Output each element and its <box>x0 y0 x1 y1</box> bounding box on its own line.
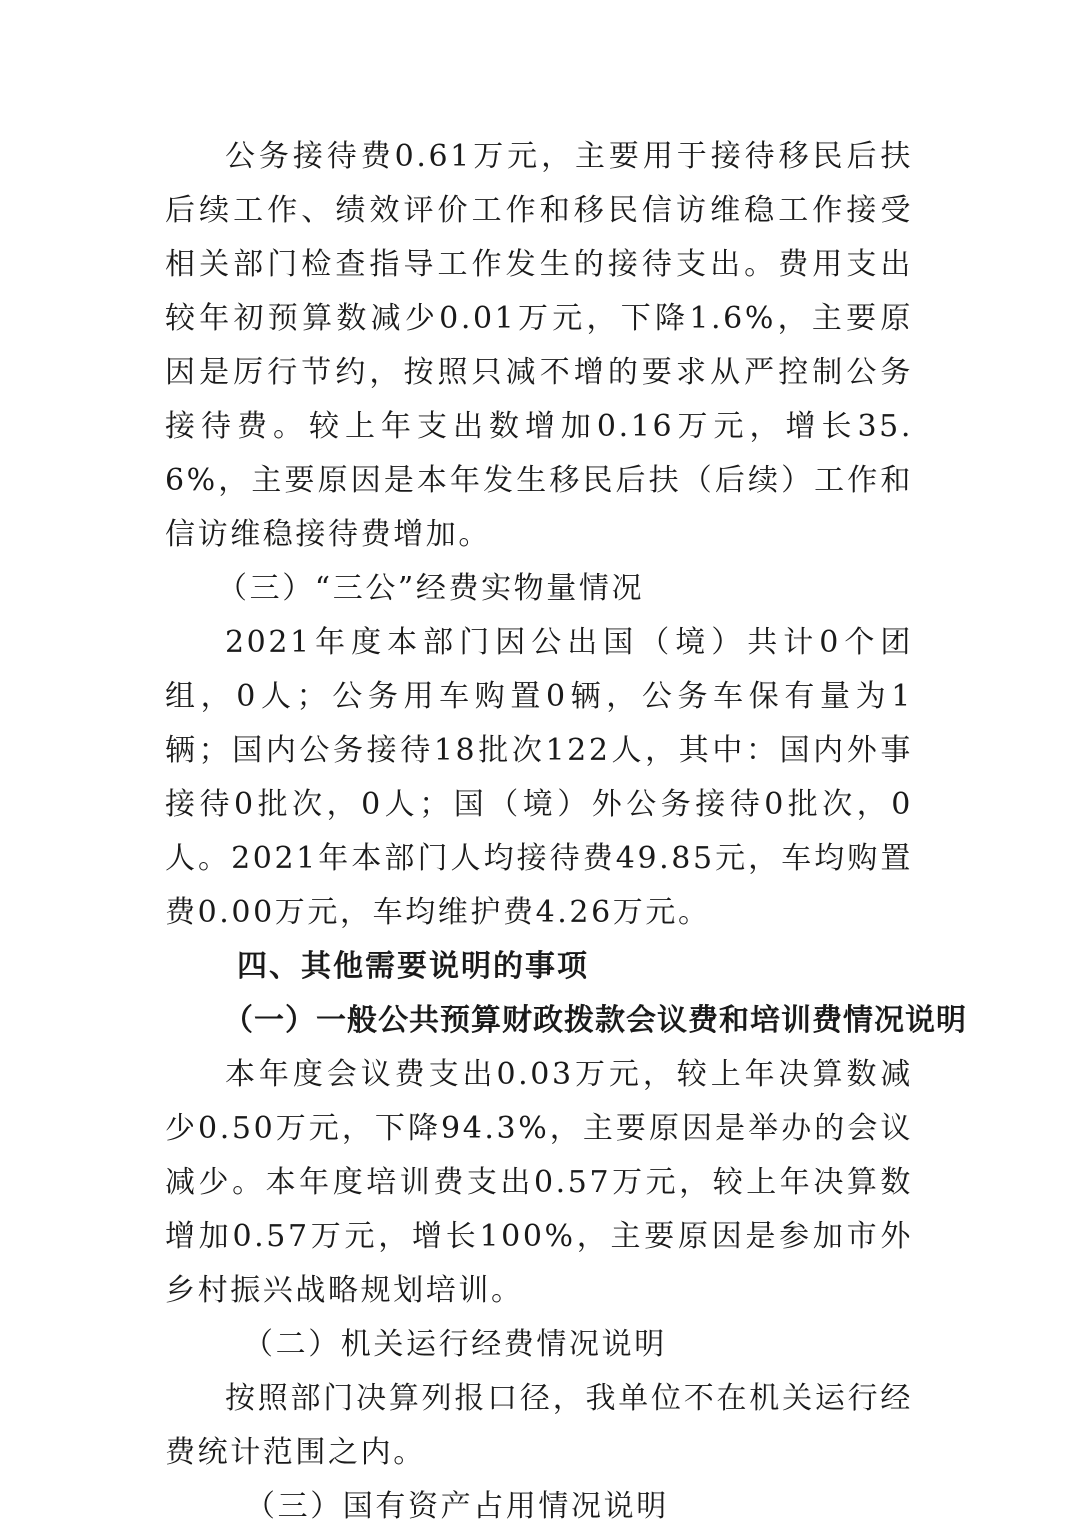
heading-physical-quantity: （三）“三公”经费实物量情况 <box>217 571 645 606</box>
heading-state-assets: （三）国有资产占用情况说明 <box>245 1489 669 1524</box>
paragraph-physical-quantity: 2021年度本部门因公出国（境）共计0个团组，0人；公务用车购置0辆，公务车保有量为1辆；国内公务接待18批次122人，其中：国内外事接待0批次，0人；国（境）外公务接待0批次，0人。2021年本部门人均接待费49.85元，车均购置费0.00万元，车均维护费4.26万元。 <box>165 625 913 930</box>
heading-meeting-training: （一）一般公共预算财政拨款会议费和培训费情况说明 <box>223 1003 967 1038</box>
heading-other-matters: 四、其他需要说明的事项 <box>237 949 589 984</box>
paragraph-meeting-training: 本年度会议费支出0.03万元，较上年决算数减少0.50万元，下降94.3%，主要原因是举办的会议减少。本年度培训费支出0.57万元，较上年决算数增加0.57万元，增长100%，主要原因是参加市外乡村振兴战略规划培训。 <box>165 1057 913 1308</box>
document-page <box>165 130 967 1534</box>
paragraph-operating-expenses: 按照部门决算列报口径，我单位不在机关运行经费统计范围之内。 <box>165 1381 913 1470</box>
paragraph-reception-expenses: 公务接待费0.61万元，主要用于接待移民后扶后续工作、绩效评价工作和移民信访维稳工作接受相关部门检查指导工作发生的接待支出。费用支出较年初预算数减少0.01万元，下降1.6%，主要原因是厉行节约，按照只减不增的要求从严控制公务接待费。较上年支出数增加0.16万元，增长35.6%，主要原因是本年发生移民后扶（后续）工作和信访维稳接待费增加。 <box>165 139 913 552</box>
heading-operating-expenses: （二）机关运行经费情况说明 <box>243 1327 667 1362</box>
